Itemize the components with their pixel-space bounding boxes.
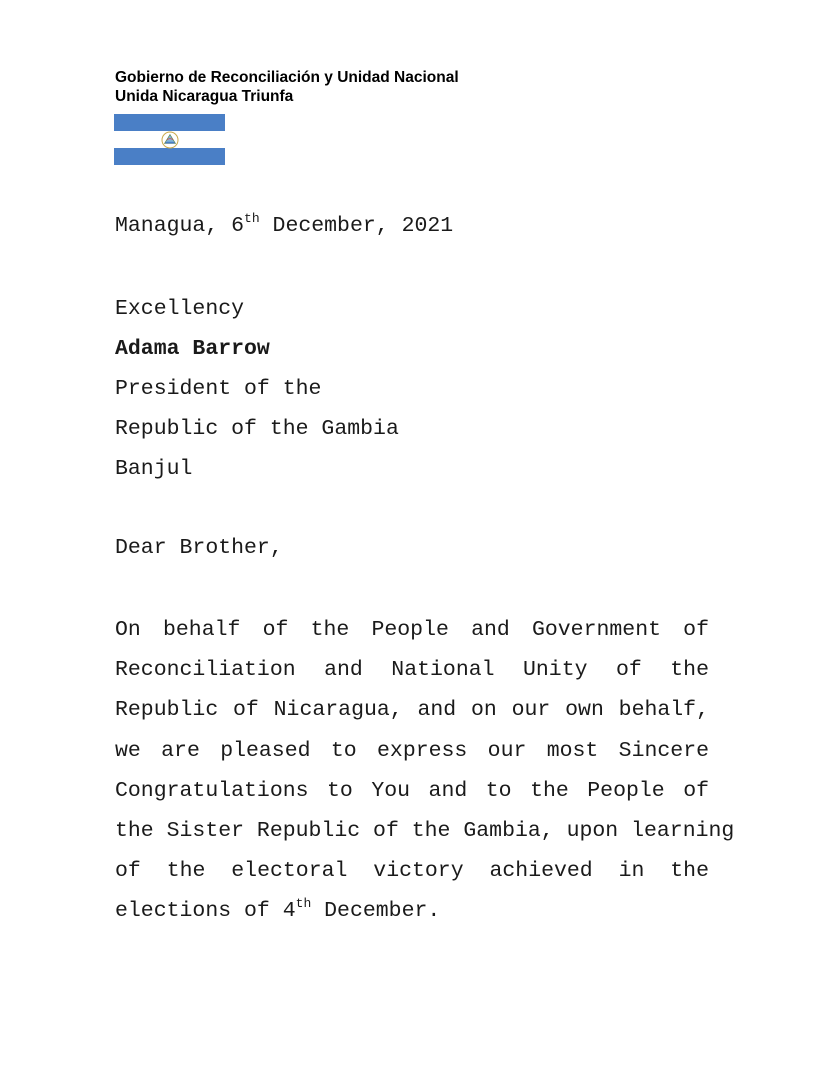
addressee-title-line-2: Republic of the Gambia [115, 417, 399, 441]
letterhead-government-name: Gobierno de Reconciliación y Unidad Nacional [115, 69, 459, 86]
body-last-line-end: December. [311, 899, 441, 924]
flag-top-stripe [114, 114, 225, 131]
addressee-block [115, 294, 709, 494]
body-line: On behalf of the People and Government of [115, 618, 709, 642]
date-ordinal-suffix: th [244, 211, 260, 226]
body-line: Congratulations to You and to the People of [115, 778, 709, 803]
letter-body [115, 614, 735, 936]
salutation: Dear Brother, [115, 536, 283, 560]
letterhead [115, 68, 459, 106]
addressee-honorific: Excellency [115, 297, 245, 321]
nicaragua-coat-of-arms-icon [160, 130, 180, 150]
letter-date [115, 211, 709, 238]
body-last-line-text: elections of 4 [115, 899, 296, 924]
letterhead-motto: Unida Nicaragua Triunfa [115, 88, 294, 105]
nicaragua-flag [114, 114, 225, 165]
date-month-year: December, 2021 [259, 214, 454, 238]
body-ordinal-suffix: th [295, 896, 312, 912]
date-text: Managua, 6 [115, 214, 245, 238]
body-last-line [115, 895, 709, 935]
flag-bottom-stripe [114, 148, 225, 165]
addressee-city: Banjul [115, 457, 193, 481]
addressee-title-line-1: President of the [115, 377, 322, 401]
body-line: Republic of Nicaragua, and on our own behalf, [115, 698, 709, 723]
body-line: of the electoral victory achieved in the [115, 859, 709, 884]
body-line: the Sister Republic of the Gambia, upon learning [115, 818, 735, 843]
body-line: Reconciliation and National Unity of the [115, 658, 709, 683]
addressee-name: Adama Barrow [115, 337, 270, 361]
body-line: we are pleased to express our most Sincere [115, 738, 709, 763]
flag-middle-stripe [114, 131, 225, 148]
